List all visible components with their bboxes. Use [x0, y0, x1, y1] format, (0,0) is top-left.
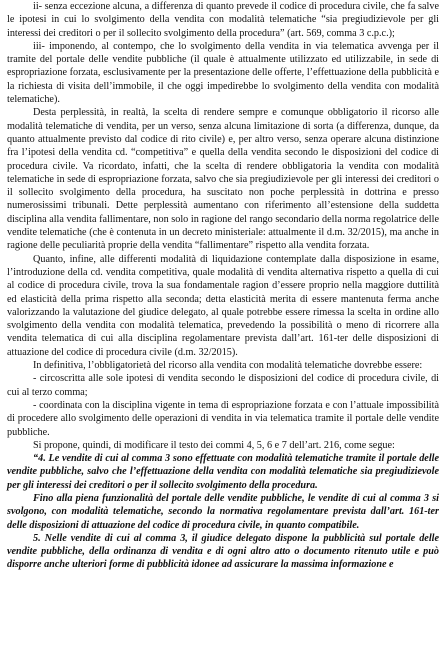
list-item-coordinata: - coordinata con la disciplina vigente in tema di espropriazione forzata e con l’attuale impossibilità di procedere allo svolgimento delle operazioni di vendita in via telematica tramite il portale delle vendite pubbliche. — [7, 399, 439, 438]
paragraph-modalita-liquidazione: Quanto, infine, alle differenti modalità di liquidazione contemplate dalla disposizione in esame, l’introduzione della cd. vendita competitiva, quale modalità di vendita alternativa rispetto a quella di cui al codice di procedura civile, trova la sua fondamentale ragion d’essere proprio nella maggiore duttilità ed elasticità della prima rispetto alla seconda; detta elasticità merita di essere mantenuta ferma anche valorizzando la valutazione del giudice delegato, al quale potrebbe essere rimessa la scelta in ordine allo svolgimento della vendita con modalità telematica, prevedendo la possibilità o meno di ricorrere alla vendita telematica di cui alla disciplina regolamentare prevista dall’art. 161-ter delle disposizioni di attuazione del codice di procedura civile (d.m. 32/2015). — [7, 253, 439, 358]
proposed-text-comma-5: 5. Nelle vendite di cui al comma 3, il giudice delegato dispone la pubblicità sul portale delle vendite pubbliche, della ordinanza di vendita e di ogni altro atto o documento ritenuto utile e può disporre anche ulteriori forme di pubblicità idonee ad assicurare la massima informazione e — [7, 532, 439, 571]
proposed-text-fino-alla-piena: Fino alla piena funzionalità del portale delle vendite pubbliche, le vendite di cui al comma 3 si svolgono, con modalità telematiche, secondo la normativa regolamentare prevista dall’art. 161-ter delle disposizioni di attuazione del codice di procedura civile, in quanto compatibile. — [7, 492, 439, 531]
list-item-circoscritta: - circoscritta alle sole ipotesi di vendita secondo le disposizioni del codice di procedura civile, di cui al terzo comma; — [7, 373, 439, 398]
proposed-text-comma-4: “4. Le vendite di cui al comma 3 sono effettuate con modalità telematiche tramite il portale delle vendite pubbliche, salvo che l’effettuazione della vendita con modalità telematiche sia pregiudizievole per gli interessi dei creditori o per il sollecito svolgimento della procedura. — [7, 453, 439, 491]
paragraph-si-propone: Si propone, quindi, di modificare il testo dei commi 4, 5, 6 e 7 dell’art. 216, come segue: — [33, 439, 395, 451]
paragraph-perplessita: Desta perplessità, in realtà, la scelta di rendere sempre e comunque obbligatorio il ricorso alle modalità telematiche di vendita, per un verso, senza alcuna limitazione di sorta (a differenza, dunque, da quanto attualmente previsto dal codice di rito civile) e, per altro verso, senza operare alcuna distinzione fra l’ipotesi della vendita cd. “competitiva” e quella della vendita secondo le disposizioni del codice di procedura civile. Va ricordato, infatti, che la scelta di rendere obbligatoria la vendita con modalità telematiche in sede di espropriazione forzata, salvo che sia pregiudizievole per gli interessi dei creditori o il sollecito svolgimento della procedura, ha suscitato non poche perplessità in dottrina e presso numerosissimi tribunali. Dette perplessità aumentano con riferimento all’estensione della suddetta disciplina alla vendita fallimentare, non solo in ragione del rango secondario della norma regolatrice delle vendite telematiche (che è contenuta in un decreto ministeriale: attualmente il d.m. 32/2015), ma anche in ragione delle peculiarità proprie della vendita “fallimentare” rispetto alla vendita forzata. — [7, 107, 439, 252]
paragraph-item-iii: iii- imponendo, al contempo, che lo svolgimento della vendita in via telematica avvenga per il tramite del portale delle vendite pubbliche (il quale è attualmente utilizzato ed utilizzabile, in sede di espropriazione forzata, esclusivamente per la presentazione delle offerte, l’effettuazione della pubblicità e la richiesta di visita dell’immobile, il che oggi impedirebbe lo svolgimento della vendita con modalità telematiche). — [7, 40, 439, 106]
paragraph-in-definitiva: In definitiva, l’obbligatorietà del ricorso alla vendita con modalità telematiche dovrebbe essere: — [33, 360, 423, 372]
paragraph-item-ii: ii- senza eccezione alcuna, a differenza di quanto prevede il codice di procedura civile, che fa salve le ipotesi in cui lo svolgimento della vendita con modalità telematiche “sia pregiudizievole per gli interessi dei creditori o per il sollecito svolgimento della procedura” (art. 569, comma 3 c.p.c.); — [7, 1, 439, 39]
